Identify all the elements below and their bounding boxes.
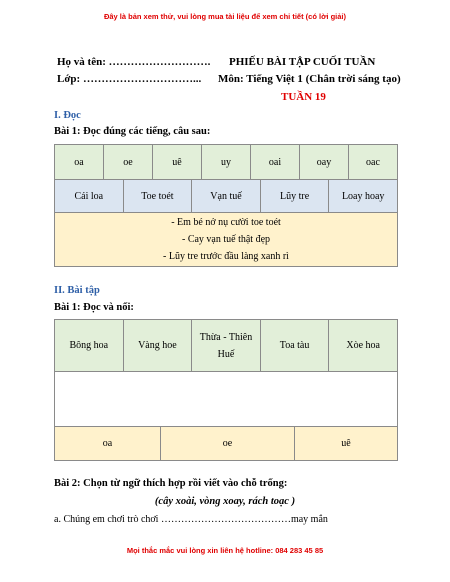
- reading-exercise-1-title: Bài 1: Đọc đúng các tiếng, câu sau:: [54, 126, 211, 137]
- word-cell: Cái loa: [55, 180, 124, 213]
- match-exercise-title: Bài 1: Đọc và nối:: [54, 302, 134, 313]
- match-word-cell: Vàng hoe: [123, 320, 192, 372]
- syllable-cell: oac: [349, 145, 398, 180]
- section-exercises-heading: II. Bài tập: [54, 285, 100, 296]
- word-cell: Loay hoay: [329, 180, 398, 213]
- section-reading-heading: I. Đọc: [54, 110, 81, 121]
- sentence-table: [54, 212, 398, 267]
- week-label: TUẦN 19: [281, 91, 326, 103]
- preview-notice: Đây là bản xem thử, vui lòng mua tài liệu để xem chi tiết (có lời giải): [103, 12, 347, 21]
- match-word-cell: Toa tàu: [260, 320, 329, 372]
- sentence-line: - Em bé nở nụ cười toe toét: [171, 217, 281, 228]
- syllable-cell: oai: [251, 145, 300, 180]
- hotline-notice: Mọi thắc mắc vui lòng xin liên hệ hotline: 084 283 45 85: [126, 546, 324, 555]
- syllable-cell: oay: [300, 145, 349, 180]
- fill-line-a: a. Chúng em chơi trò chơi …………………………………may mắn: [54, 514, 328, 525]
- match-word-cell: Bông hoa: [55, 320, 124, 372]
- match-word-cell: Thừa - Thiên Huế: [192, 320, 261, 372]
- syllable-cell: uê: [153, 145, 202, 180]
- word-cell: Toe toét: [123, 180, 192, 213]
- syllable-table: [54, 144, 398, 180]
- worksheet-title: PHIẾU BÀI TẬP CUỐI TUẦN: [229, 56, 376, 68]
- class-field-label: Lớp: …………………………...: [57, 73, 202, 85]
- rhyme-cell: oe: [161, 427, 295, 461]
- rhyme-cell: uê: [295, 427, 398, 461]
- word-cell: Vạn tuế: [192, 180, 261, 213]
- match-word-cell: Xòe hoa: [329, 320, 398, 372]
- word-table: [54, 179, 398, 213]
- fill-options: (cây xoài, vòng xoay, rách toạc ): [154, 496, 296, 507]
- word-cell: Lũy tre: [260, 180, 329, 213]
- subject-label: Môn: Tiếng Việt 1 (Chân trời sáng tạo): [218, 73, 401, 85]
- matching-table: [54, 319, 398, 427]
- rhyme-table: [54, 426, 398, 461]
- sentence-line: - Lũy tre trước đầu làng xanh rì: [163, 251, 289, 262]
- name-field-label: Họ và tên: ……………………….: [57, 56, 211, 68]
- syllable-cell: oa: [55, 145, 104, 180]
- sentence-line: - Cay vạn tuế thật đẹp: [181, 234, 271, 245]
- rhyme-cell: oa: [55, 427, 161, 461]
- syllable-cell: uy: [202, 145, 251, 180]
- syllable-cell: oe: [104, 145, 153, 180]
- matching-gap: [55, 372, 398, 427]
- fill-exercise-title: Bài 2: Chọn từ ngữ thích hợp rồi viết vào chỗ trống:: [54, 478, 288, 489]
